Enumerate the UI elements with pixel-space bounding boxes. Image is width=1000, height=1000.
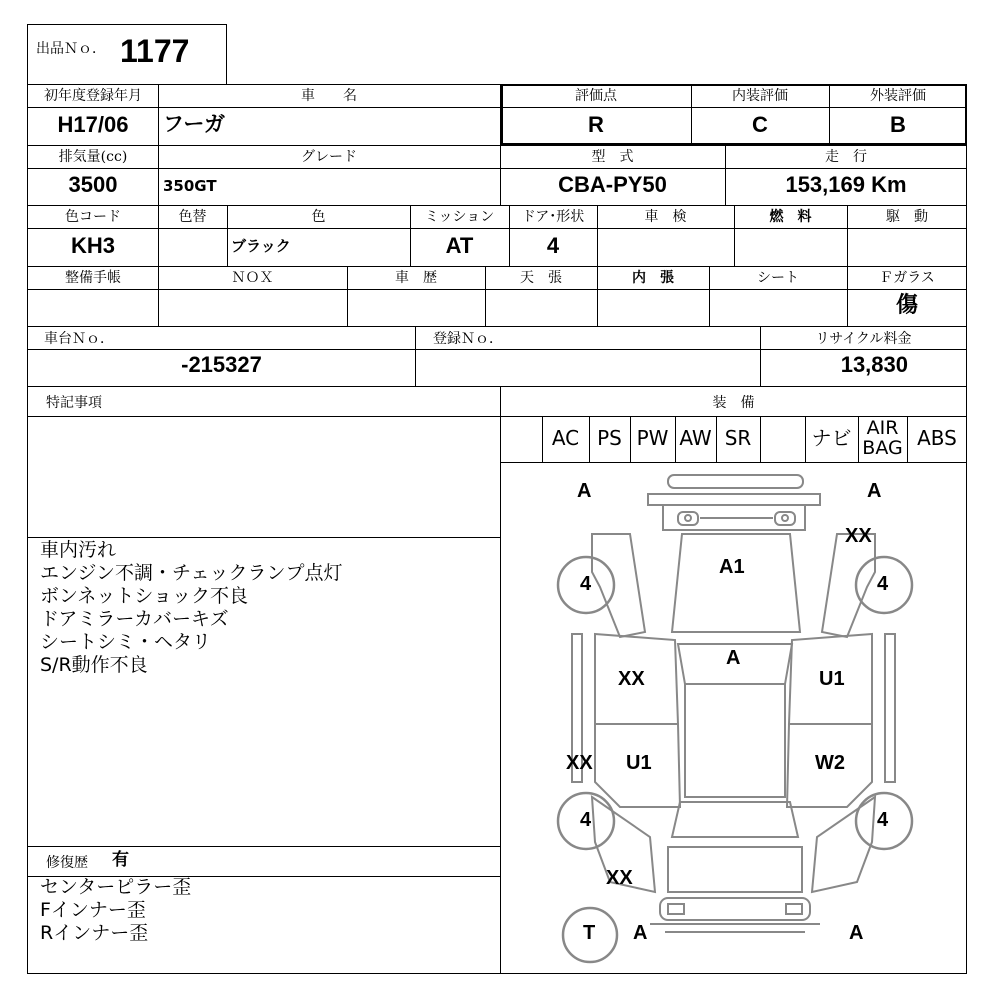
car-name-value: フーガ [163,113,225,136]
color-code-value: KH3 [70,233,115,258]
drive-label: 駆 動 [886,209,928,225]
transmission-value: AT [445,233,474,258]
front-glass-label: Ｆガラス [879,270,935,286]
doors-value: 4 [546,233,560,258]
inner-trim-label: 内 張 [632,270,674,286]
mark-tire-front-right: 4 [877,573,889,595]
headliner-label: 天 張 [520,270,562,286]
registration-label: 初年度登録年月 [44,88,142,104]
repair-history-label: 修復歴 [46,855,88,871]
maintenance-book-label: 整備手帳 [65,270,121,286]
interior-grade-label: 内装評価 [732,88,788,104]
mark-tire-rear-right: 4 [877,809,889,831]
displacement-value: 3500 [68,172,118,197]
grade-value: 350GT [163,177,217,195]
model-value: CBA-PY50 [558,172,667,197]
equipment-ac: AC [551,426,580,450]
transmission-label: ミッション [424,209,495,225]
displacement-label: 排気量(cc) [58,149,128,165]
mark-windshield: A [726,647,741,669]
registration-value: H17/06 [57,112,129,137]
mark-door-rear-left: U1 [626,752,652,774]
chassis-number-value: -215327 [181,352,262,377]
score-value: R [588,112,604,137]
notes-line-2: エンジン不調・チェックランプ点灯 [40,562,343,584]
notes-line-5: シートシミ・ヘタリ [40,631,212,653]
front-glass-value: 傷 [895,292,918,317]
equipment-pw: PW [636,426,669,450]
mark-door-front-right: U1 [819,668,845,690]
notes-line-4: ドアミラーカバーキズ [40,608,229,630]
mark-bumper-rear-right: A [849,922,864,944]
mark-spare-tire: T [583,922,596,944]
mileage-value: 153,169 Km [785,172,907,197]
color-change-label: 色替 [178,209,207,225]
inspection-label: 車 検 [644,209,687,225]
notes-line-1: 車内汚れ [40,539,117,561]
notes-label: 特記事項 [46,395,102,411]
equipment-label: 装 備 [712,395,755,411]
color-code-label: 色コード [65,209,121,225]
mark-hood: A1 [719,556,745,578]
car-condition-diagram [500,462,967,974]
registration-number-label: 登録Ｎｏ． [433,331,503,347]
mark-front-right: A [867,480,882,502]
notes-line-3: ボンネットショック不良 [40,585,249,607]
mark-front-left: A [577,480,592,502]
repair-line-2: Fインナー歪 [40,899,146,921]
equipment-navi: ナビ [811,426,852,450]
nox-label: ＮＯＸ [231,270,274,286]
vehicle-history-label: 車 歴 [395,270,437,286]
color-value: ブラック [231,237,291,255]
repair-line-3: Rインナー歪 [40,922,149,944]
car-name-label: 車 名 [301,88,357,104]
equipment-abs: ABS [917,426,957,450]
model-label: 型 式 [591,149,634,165]
interior-grade-value: C [752,112,768,137]
equipment-aw: AW [679,426,712,450]
mileage-label: 走 行 [825,149,867,165]
equipment-ps: PS [597,426,622,450]
mark-bumper-rear-left: A [633,922,648,944]
mark-door-front-left: XX [618,668,645,690]
exterior-grade-label: 外装評価 [870,88,926,104]
mark-door-rear-right: W2 [815,752,845,774]
seat-label: シート [757,270,799,286]
notes-line-6: S/R動作不良 [40,654,148,676]
mark-tire-front-left: 4 [580,573,592,595]
doors-label: ドア･形状 [521,209,585,225]
repair-history-value: 有 [112,850,129,870]
mark-rear-left: XX [606,867,633,889]
repair-line-1: センターピラー歪 [40,876,192,898]
recycle-fee-value: 13,830 [840,352,908,377]
grade-label: グレード [301,149,357,165]
lot-number-value: 1177 [120,33,190,69]
mark-front-right-fender: XX [845,525,872,547]
color-label: 色 [311,209,326,225]
equipment-airbag: AIR BAG [862,417,903,459]
chassis-number-label: 車台Ｎｏ． [44,331,114,347]
equipment-sr: SR [724,426,752,450]
exterior-grade-value: B [890,112,906,137]
score-label: 評価点 [575,88,617,104]
mark-tire-rear-left: 4 [580,809,592,831]
mark-door-rear-left-outer: XX [566,752,593,774]
recycle-fee-label: リサイクル料金 [815,331,912,347]
lot-number-label: 出品Ｎｏ． [36,41,106,57]
fuel-label: 燃 料 [769,209,812,225]
